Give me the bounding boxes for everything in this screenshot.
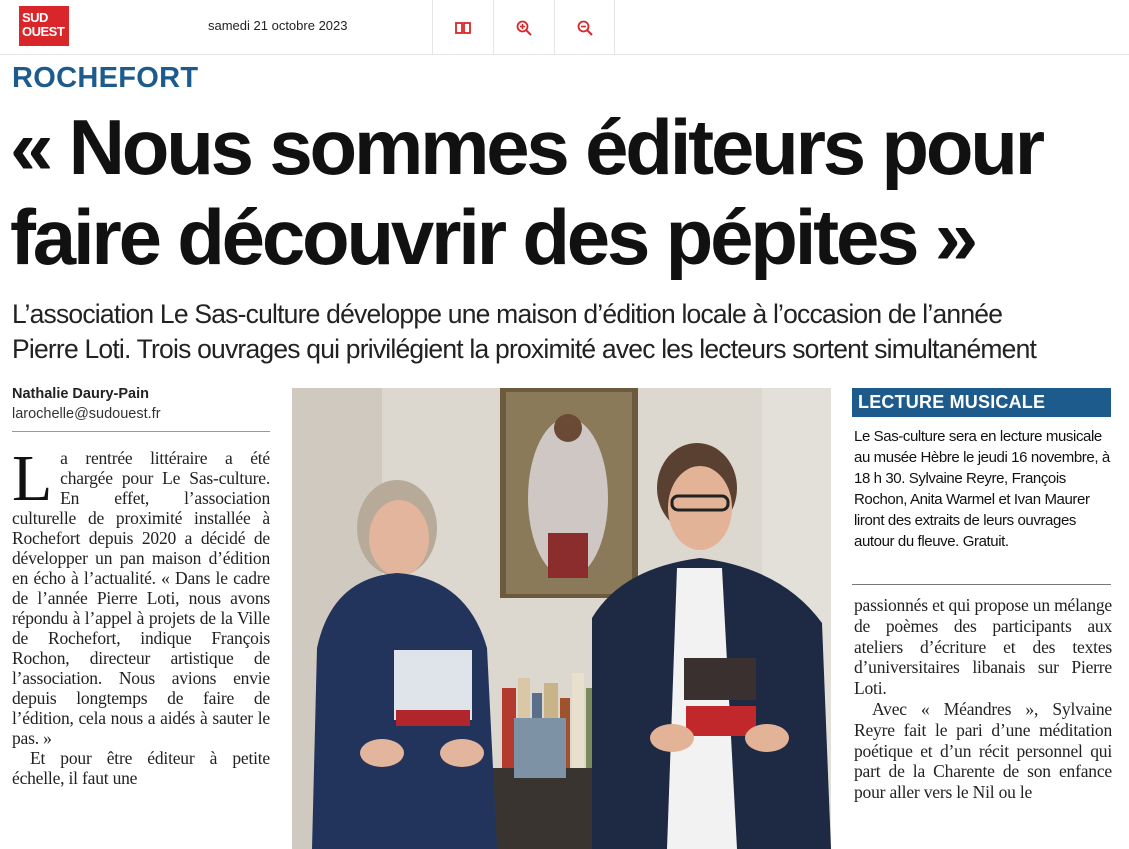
- drop-cap: L: [12, 442, 53, 515]
- edition-date: samedi 21 octobre 2023: [208, 18, 348, 33]
- standfirst-line-1: L’association Le Sas-culture développe une maison d’édition locale à l’occasion de l’année: [12, 299, 1003, 329]
- article-column-1: [12, 442, 270, 788]
- author-name: Nathalie Daury-Pain: [12, 386, 149, 402]
- section-kicker: ROCHEFORT: [12, 62, 199, 94]
- article-photo[interactable]: [292, 388, 831, 849]
- paragraph-2: Et pour être éditeur à petite échelle, il faut une: [12, 748, 270, 788]
- article-standfirst: [12, 297, 1122, 367]
- zoom-out-icon: [577, 20, 593, 36]
- logo-line2: OUEST: [22, 24, 65, 39]
- photo-illustration: [292, 388, 831, 849]
- paragraph-1: [12, 442, 270, 748]
- page-view-button[interactable]: [432, 0, 493, 55]
- headline-line-1: « Nous sommes éditeurs pour: [10, 103, 1042, 191]
- sidebar-text: Le Sas-culture sera en lecture musicale au musée Hèbre le jeudi 16 novembre, à 18 h 30. Sylvaine Reyre, François Rochon, Anita Warmel et Ivan Maurer liront des extraits de leurs ouvrages autour du fleuve. Gratuit.: [854, 428, 1110, 550]
- col3-paragraph-1: passionnés et qui propose un mélange de poèmes des participants aux ateliers d’écriture et des textes d’universitaires libanais sur Pierre Loti.: [854, 595, 1112, 699]
- top-toolbar: [0, 0, 1129, 55]
- author-email[interactable]: larochelle@sudouest.fr: [12, 406, 161, 422]
- standfirst-line-2: Pierre Loti. Trois ouvrages qui privilégient la proximité avec les lecteurs sortent simultanément: [12, 334, 1037, 364]
- sidebar-title: LECTURE MUSICALE: [852, 388, 1111, 417]
- sud-ouest-logo[interactable]: [19, 6, 69, 46]
- col3-paragraph-2: Avec « Méandres », Sylvaine Reyre fait le pari d’une méditation poétique et d’un récit personnel qui part de la Charente de son enfance pour aller vers le Nil ou le: [854, 698, 1112, 803]
- article-headline: [10, 102, 1125, 282]
- logo-line1: SUD: [22, 10, 48, 25]
- article-column-3: [854, 595, 1112, 803]
- zoom-in-icon: [516, 20, 532, 36]
- byline-divider: [12, 431, 270, 432]
- paragraph-1-text: a rentrée littéraire a été chargée pour Le Sas-culture. En effet, l’association culturelle de proximité installée à Rochefort depuis 2020 a décidé de développer un pan maison d’édition en écho à l’actualité. « Dans le cadre de l’année Pierre Loti, nous avons répondu à l’appel à projets de la Ville de Rochefort, indique François Rochon, directeur artistique de l’association. Nous avions envie depuis longtemps de faire de l’édition, cela nous a aidés à sauter le pas. »: [12, 448, 270, 748]
- sidebar-divider: [852, 584, 1111, 585]
- zoom-in-button[interactable]: [493, 0, 554, 55]
- headline-line-2: faire découvrir des pépites »: [10, 193, 975, 281]
- zoom-out-button[interactable]: [554, 0, 615, 55]
- book-open-icon: [455, 21, 471, 35]
